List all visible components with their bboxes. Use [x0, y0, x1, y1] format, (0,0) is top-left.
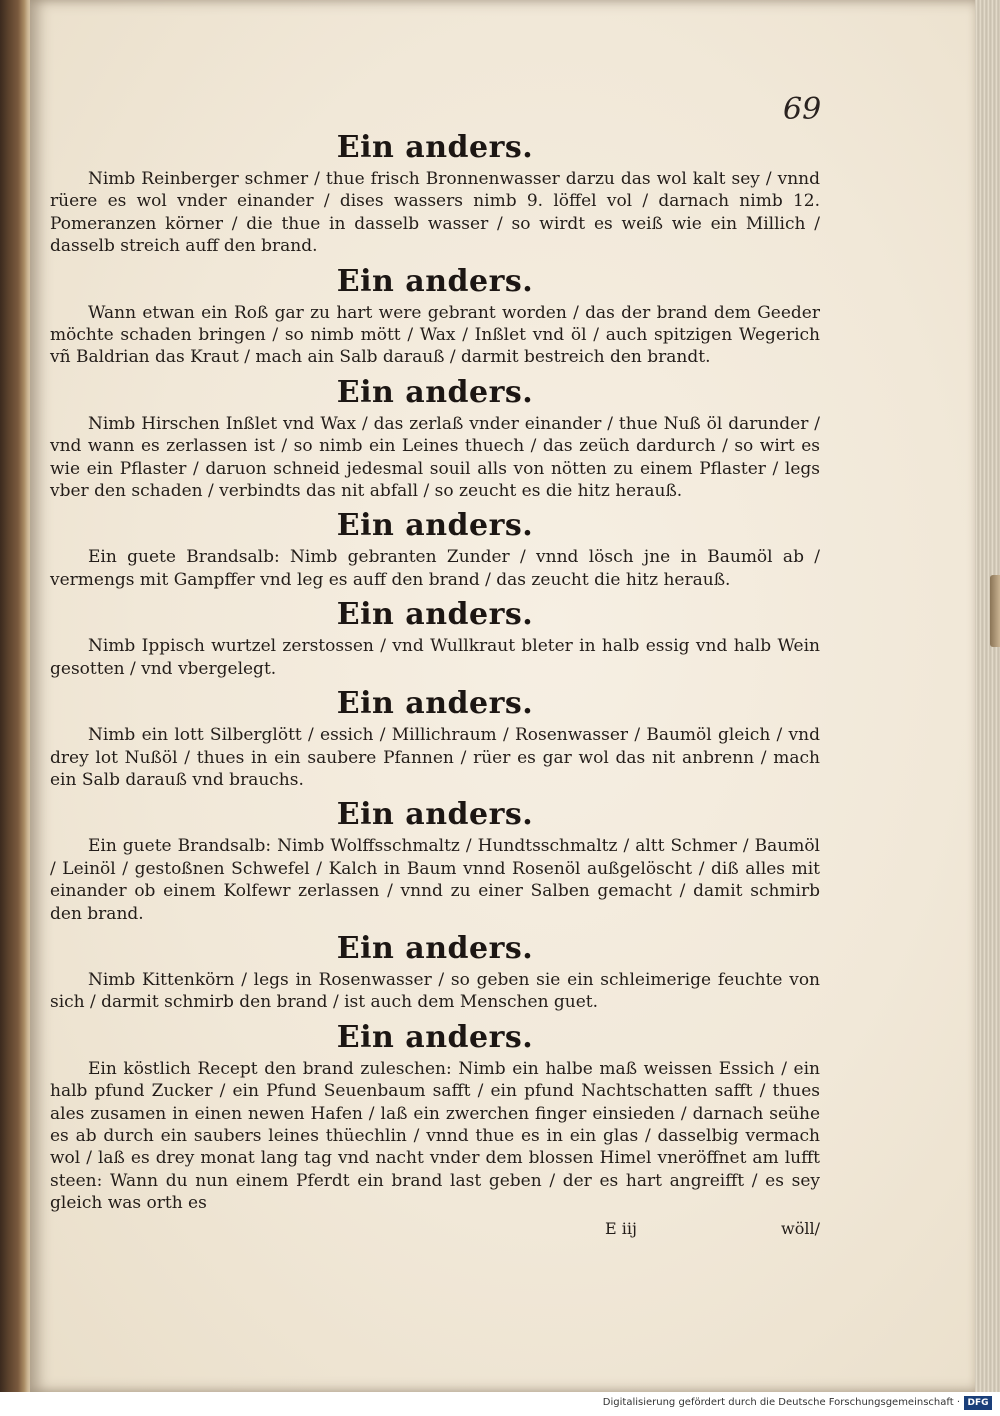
section-heading: Ein anders. [336, 686, 534, 722]
recipe-text: Ein köstlich Recept den brand zuleschen: Nimb ein halbe maß weissen Essich / ein halb pfund Zucker / ein Pfund Seuenbaum safft / ein pfund Nachtschatten safft / thues ales zusamen in einen newen Hafen / laß ein zwerchen finger einsieden / darnach seühe es ab durch ein saubers leines thüechlin / vnnd thue es in ein glas / dasselbig vermach wol / laß es drey monat lang tag vnd nacht vnder dem blossen Himel vneröffnet am lufft steen: Wann du nun einem Pferdt ein brand last geben / der es hart angreifft / es sey gleich was orth es [50, 1058, 820, 1214]
recipe-text: Nimb Reinberger schmer / thue frisch Bronnenwasser darzu das wol kalt sey / vnnd rüere es wol vnder einander / dises wassers nimb 9. löffel vol / darnach nimb 12. Pomeranzen körner / die thue in dasselb wasser / so wirdt es weiß wie ein Millich / dasselb streich auff den brand. [50, 169, 820, 257]
section-heading: Ein anders. [336, 374, 534, 410]
recipe-text: Nimb ein lott Silberglött / essich / Millichraum / Rosenwasser / Baumöl gleich / vnd drey lot Nußöl / thues in ein saubere Pfannen / rüer es gar wol das nit anbrenn / mach ein Salb darauß vnd brauchs. [50, 725, 820, 790]
section-heading: Ein anders. [336, 263, 534, 299]
catchword: wöll/ [781, 1218, 820, 1238]
section-heading: Ein anders. [336, 508, 534, 544]
recipe-text: Wann etwan ein Roß gar zu hart were gebrant worden / das der brand dem Geeder möchte schaden bringen / so nimb mött / Wax / Inßlet vnd öl / auch spitzigen Wegerich vñ Baldrian das Kraut / mach ain Salb darauß / darmit bestreich den brandt. [50, 302, 820, 368]
recipe-text: Ein guete Brandsalb: Nimb Wolffsschmaltz / Hundtsschmaltz / altt Schmer / Baumöl / Leinöl / gestoßnen Schwefel / Kalch in Baum vnnd Rosenöl außgelöscht / diß alles mit einander ob einem Kolfewr zerlassen / vnnd zu einer Salben gemacht / damit schmirb den brand. [50, 836, 820, 924]
footer-credit: Digitalisierung gefördert durch die Deutsche Forschungsgemeinschaft · [602, 1397, 960, 1408]
section-heading: Ein anders. [336, 130, 534, 165]
page-number: 69 [783, 92, 822, 127]
section-heading: Ein anders. [336, 930, 534, 966]
recipe-text: Nimb Hirschen Inßlet vnd Wax / das zerlaß vnder einander / thue Nuß öl darunder / vnd wann es zerlassen ist / so nimb ein Leines thuech / das zeüch dardurch / so wirt es wie ein Pflaster / daruon schneid jedesmal souil alls von nötten zu einem Pflaster / legs vber den schaden / verbindts das nit abfall / so zeucht es die hitz herauß. [50, 413, 820, 502]
recipe-text: Ein guete Brandsalb: Nimb gebranten Zunder / vnnd lösch jne in Baumöl ab / vermengs mit Gampffer vnd leg es auff den brand / das zeucht die hitz herauß. [50, 547, 820, 590]
section-heading: Ein anders. [336, 797, 534, 833]
signature-mark: E iij [605, 1218, 637, 1238]
text-block [50, 128, 820, 1238]
section-heading: Ein anders. [336, 597, 534, 633]
dfg-logo: DFG [964, 1396, 992, 1410]
catchline [605, 1219, 820, 1238]
page-clip [990, 575, 1000, 647]
recipe-text: Nimb Ippisch wurtzel zerstossen / vnd Wullkraut bleter in halb essig vnd halb Wein gesotten / vnd vbergelegt. [50, 636, 820, 679]
section-heading: Ein anders. [336, 1019, 534, 1055]
recipe-text: Nimb Kittenkörn / legs in Rosenwasser / so geben sie ein schleimerige feuchte von sich / darmit schmirb den brand / ist auch dem Menschen guet. [50, 969, 820, 1013]
page-edges [975, 0, 1000, 1392]
